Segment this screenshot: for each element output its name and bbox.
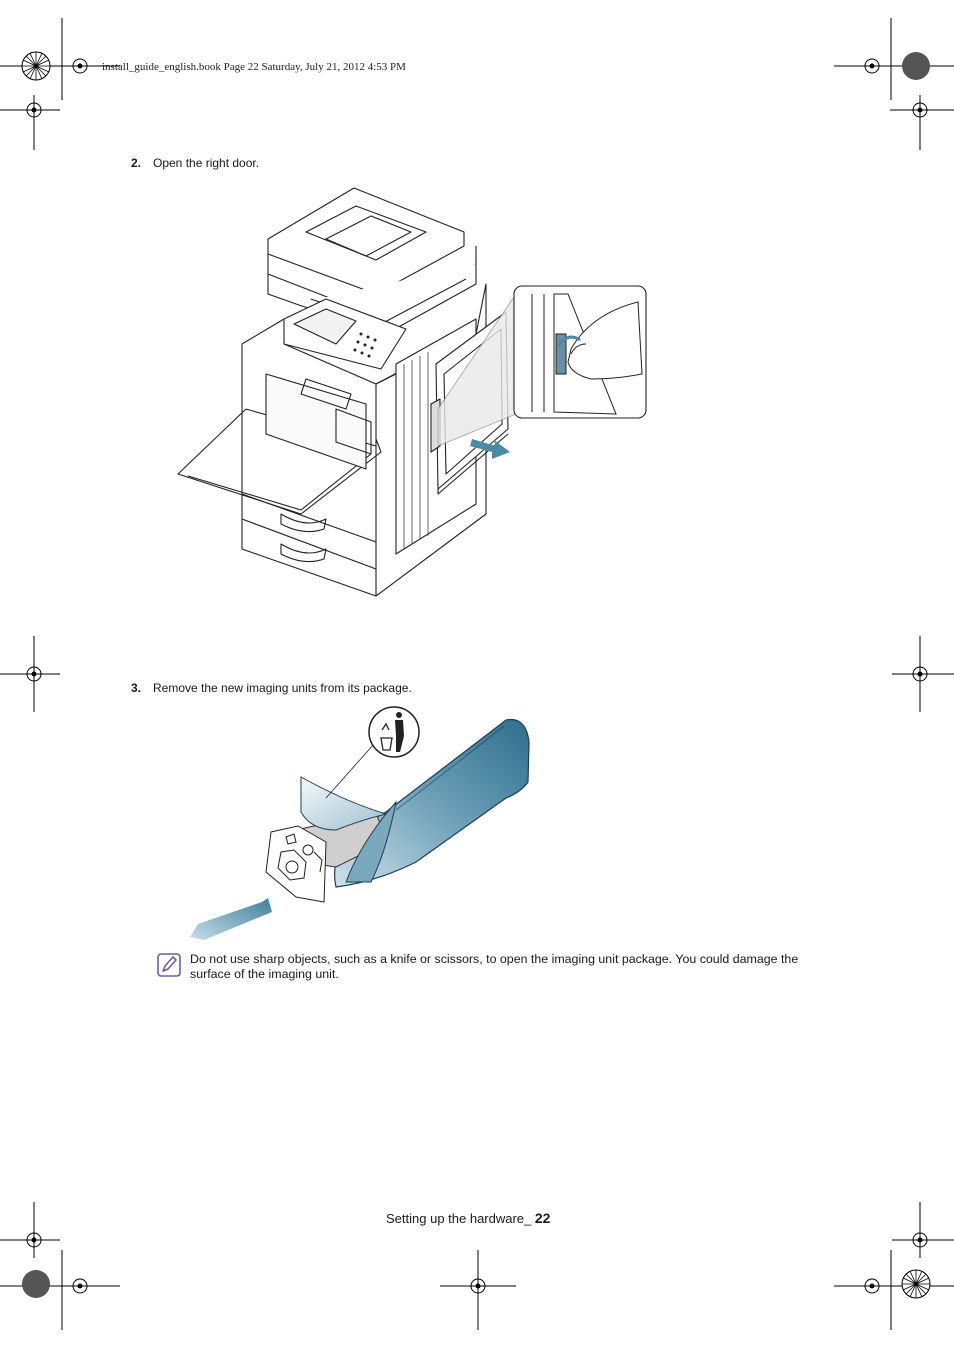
page-footer xyxy=(386,1210,550,1226)
step-3 xyxy=(131,681,412,695)
footer-section: Setting up the hardware_ xyxy=(386,1211,535,1226)
remove-arrow xyxy=(190,898,272,940)
step-2 xyxy=(131,156,259,170)
dispose-icon xyxy=(369,707,419,757)
step-number: 3. xyxy=(131,681,142,695)
step-number: 2. xyxy=(131,156,142,170)
printer-right-door-illustration xyxy=(176,184,656,604)
step-text: Open the right door. xyxy=(153,156,260,170)
note-text: Do not use sharp objects, such as a knife or scissors, to open the imaging unit package. You could damage the surface of the imaging unit. xyxy=(190,952,799,981)
step-text: Remove the new imaging units from its package. xyxy=(153,681,412,695)
imaging-unit-package-illustration xyxy=(186,702,536,942)
note-pencil-icon xyxy=(157,953,181,977)
page-number: 22 xyxy=(534,1210,551,1226)
file-info-header: install_guide_english.book Page 22 Saturday, July 21, 2012 4:53 PM xyxy=(102,61,406,73)
